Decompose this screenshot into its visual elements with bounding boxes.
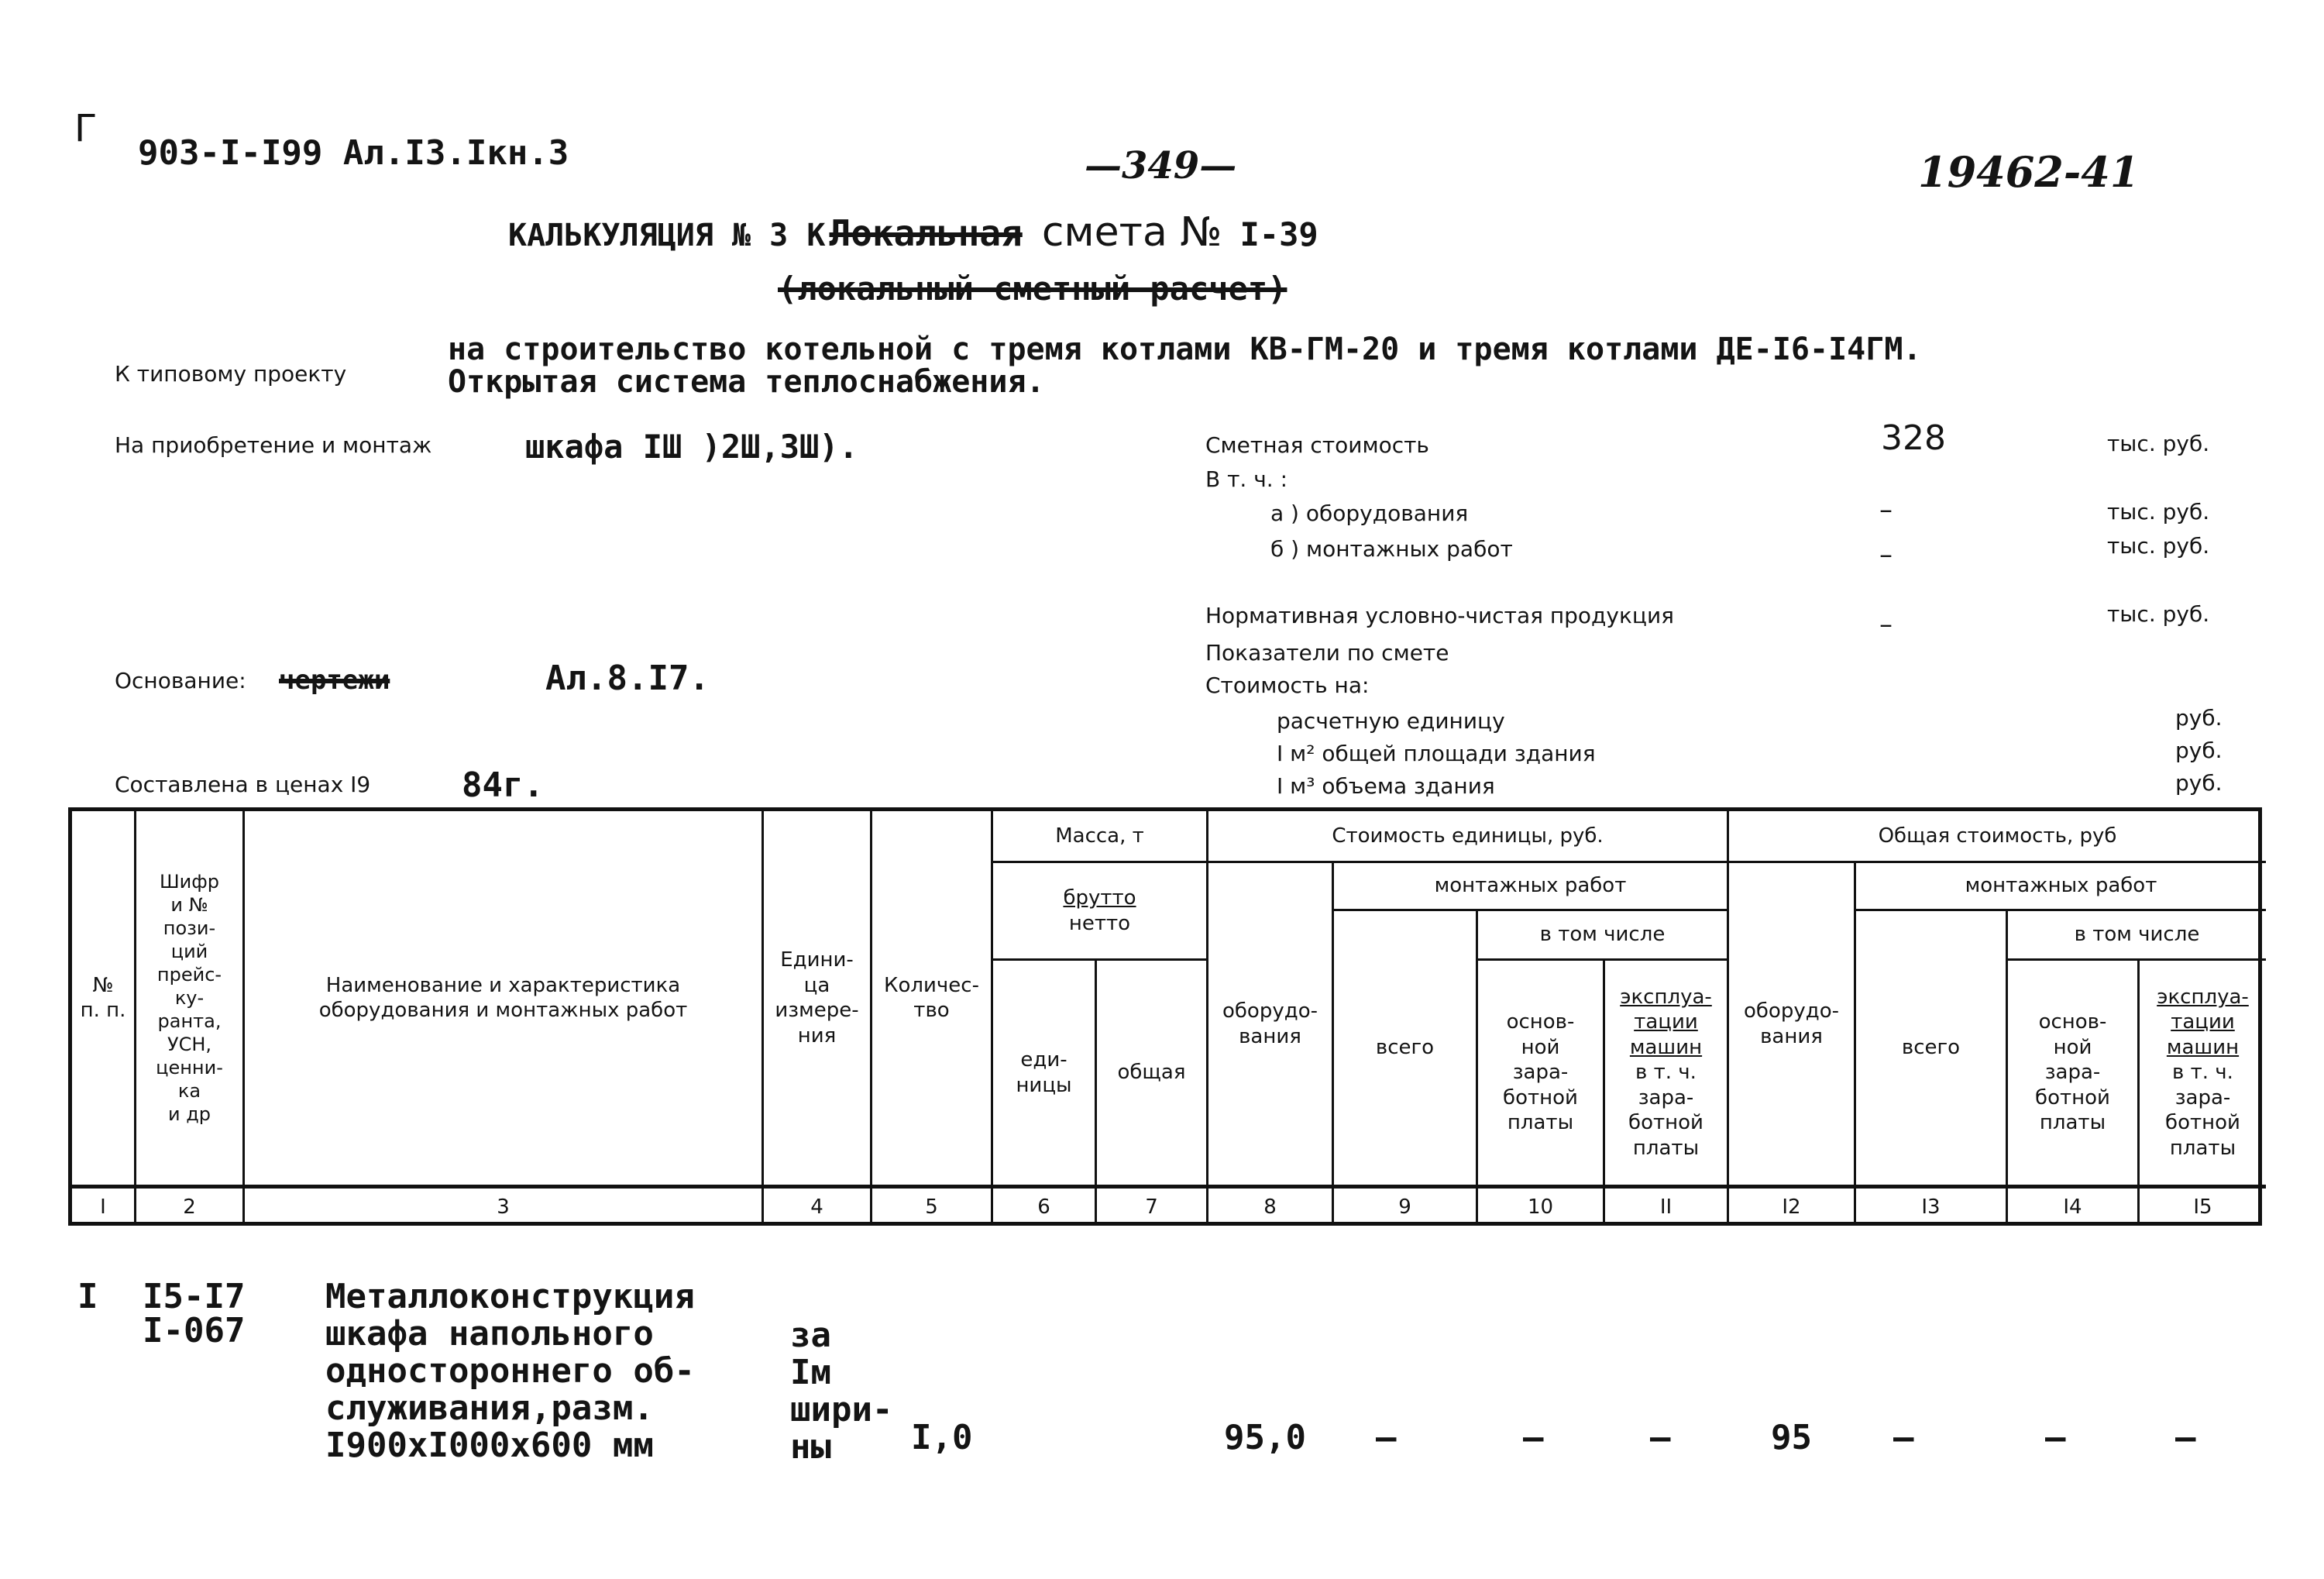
cost-value: 328 [1881,418,1946,458]
cost-label: Сметная стоимость [1205,432,1429,458]
subtitle-struck: (локальный сметный расчет) [778,270,1287,308]
mounting-cost-label: б ) монтажных работ [1270,536,1513,562]
cost-per-label: Стоимость на: [1205,673,1370,698]
title-smeta: смета № [1041,209,1222,256]
col-number-2: 2 [134,1185,242,1226]
normative-label: Нормативная условно-чистая продукция [1205,603,1674,628]
row-equipment-unit-cost: 95,0 [1224,1418,1306,1457]
cost-unit: тыс. руб. [2107,431,2210,456]
equipment-cost-label: а ) оборудования [1270,501,1469,526]
brutto-label: брутто [1063,886,1136,910]
per-volume-rub: руб. [2175,770,2223,796]
col-header-mass-total: общая [1095,958,1206,1185]
corner-mark: Г [74,107,98,150]
indicators-label: Показатели по смете [1205,640,1449,666]
col-header-quantity: Количес- тво [870,811,991,1185]
col-header-unit-equipment: оборудо- вания [1206,861,1332,1185]
row-code-1: I5-I7 [143,1277,246,1316]
row-total-salary: – [2045,1418,2066,1457]
estimate-table-header [68,807,2262,1226]
col-header-total-salary: основ- ной зара- ботной платы [2006,958,2137,1185]
col-number-5: 5 [870,1185,991,1226]
col-number-11: II [1603,1185,1727,1226]
col-header-unit-salary: основ- ной зара- ботной платы [1476,958,1603,1185]
col-number-7: 7 [1095,1185,1206,1226]
project-line-1: на строительство котельной с тремя котлами КВ-ГМ-20 и тремя котлами ДЕ-I6-I4ГМ. [448,332,1922,367]
row-total-all: – [1893,1418,1914,1457]
col-header-unit-mounting: монтажных работ [1332,861,1727,909]
col-header-unit: Едини- ца измере- ния [761,811,870,1185]
prices-year: 84г. [462,765,544,805]
basis-value: Ал.8.I7. [545,659,710,698]
col-header-total-cost: Общая стоимость, руб [1727,811,2266,861]
unit-machines-label: эксплуа- тации машин [1620,985,1712,1059]
equipment-cost-value: – [1879,494,1893,525]
mounting-cost-value: – [1879,539,1893,570]
col-header-brutto-netto [991,861,1206,958]
row-quantity: I,0 [911,1418,973,1457]
col-number-6: 6 [991,1185,1095,1226]
col-number-1: I [72,1185,134,1226]
title-number: I-39 [1239,215,1318,253]
project-label: К типовому проекту [115,361,347,387]
col-header-name: Наименование и характеристика оборудования и монтажных работ [242,811,761,1185]
col-number-8: 8 [1206,1185,1332,1226]
row-equipment-total: 95 [1771,1418,1812,1457]
document-code: 903-I-I99 Ал.I3.Iкн.3 [138,133,569,173]
purpose-value: шкафа IШ )2Ш,3Ш). [525,428,858,466]
col-number-9: 9 [1332,1185,1476,1226]
basis-label: Основание: [115,668,246,693]
col-header-unit-cost: Стоимость единицы, руб. [1206,811,1727,861]
total-machines-label: эксплуа- тации машин [2157,985,2249,1059]
row-salary: – [1523,1418,1544,1457]
col-header-total-mounting: монтажных работ [1854,861,2266,909]
unit-machines-sub: в т. ч. зара- ботной платы [1628,1061,1703,1160]
col-number-3: 3 [242,1185,761,1226]
row-code-2: I-067 [143,1311,246,1350]
col-number-4: 4 [761,1185,870,1226]
col-header-total-all: всего [1854,909,2006,1185]
per-volume-label: I м³ объема здания [1277,773,1495,799]
project-line-2: Открытая система теплоснабжения. [448,364,1045,400]
prices-label: Составлена в ценах I9 [115,772,371,797]
col-number-14: I4 [2006,1185,2137,1226]
normative-value: – [1879,609,1893,640]
total-machines-sub: в т. ч. зара- ботной платы [2165,1061,2240,1160]
col-number-13: I3 [1854,1185,2006,1226]
title-main: КАЛЬКУЛЯЦИЯ № 3 К [508,218,826,253]
col-header-unit-incl: в том числе [1476,909,1727,958]
purpose-label: На приобретение и монтаж [115,432,432,458]
col-header-total-incl: в том числе [2006,909,2266,958]
col-number-15: I5 [2137,1185,2266,1226]
row-machines: – [1650,1418,1671,1457]
col-header-code: Шифр и № пози- ций прейс- ку- ранта, УСН, ценни- ка и др [134,811,242,1185]
col-header-unit-all: всего [1332,909,1476,1185]
per-area-label: I м² общей площади здания [1277,741,1596,766]
per-area-rub: руб. [2175,738,2223,763]
col-header-total-equipment: оборудо- вания [1727,861,1854,1185]
page-number: —349— [1085,144,1237,187]
netto-label: нетто [1068,911,1131,935]
row-number: I [77,1277,98,1316]
per-unit-rub: руб. [2175,705,2223,731]
col-header-total-machines [2137,958,2266,1185]
archive-number: 19462-41 [1918,147,2140,197]
col-header-mass-unit: еди- ницы [991,958,1095,1185]
row-total-machines: – [2175,1418,2196,1457]
basis-struck: чертежи [279,665,390,696]
row-unit: за Iм шири- ны [790,1316,893,1467]
mounting-cost-unit: тыс. руб. [2107,533,2210,559]
normative-unit: тыс. руб. [2107,601,2210,627]
col-number-10: 10 [1476,1185,1603,1226]
document-title [508,209,1318,256]
col-header-mass: Масса, т [991,811,1206,861]
col-number-12: I2 [1727,1185,1854,1226]
row-name: Металлоконструкция шкафа напольного одностороннего об- служивания,разм. I900xI000x600 мм [325,1277,695,1465]
including-label: В т. ч. : [1205,466,1287,492]
equipment-cost-unit: тыс. руб. [2107,499,2210,525]
per-unit-label: расчетную единицу [1277,708,1505,734]
col-header-unit-machines [1603,958,1727,1185]
row-mounting-all: – [1376,1418,1397,1457]
title-struck-word: Локальная [829,212,1023,254]
col-header-number: № п. п. [80,973,126,1022]
